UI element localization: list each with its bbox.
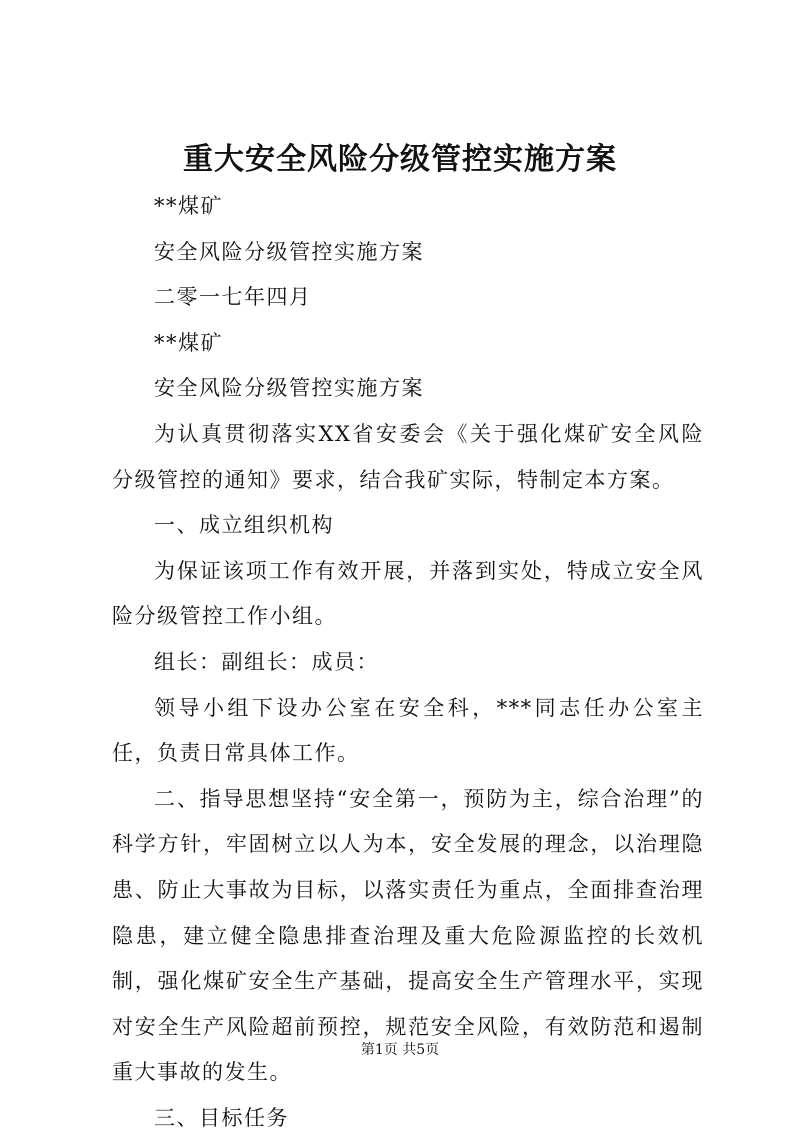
document-title: 重大安全风险分级管控实施方案 <box>183 142 617 177</box>
page-footer: 第1页 共5页 <box>360 1042 440 1058</box>
paragraph-mine-name-1: **煤矿 <box>154 194 223 218</box>
heading-section-1: 一、成立组织机构 <box>154 513 334 538</box>
paragraph-date: 二零一七年四月 <box>154 285 312 310</box>
paragraph-members: 组长：副组长：成员： <box>154 649 379 674</box>
paragraph-section-1: 为保证该项工作有效开展，并落到实处，特成立安全风险分级管控工作小组。 <box>112 558 704 629</box>
document-body <box>112 184 704 1141</box>
paragraph-plan-name-2: 安全风险分级管控实施方案 <box>154 376 424 401</box>
paragraph-mine-name-2: **煤矿 <box>154 330 223 355</box>
paragraph-office: 领导小组下设办公室在安全科，***同志任办公室主任，负责日常具体工作。 <box>112 695 704 766</box>
heading-section-3: 三、目标任务 <box>154 1105 289 1130</box>
paragraph-plan-name-1: 安全风险分级管控实施方案 <box>154 239 424 264</box>
paragraph-section-2: 二、指导思想坚持“安全第一，预防为主，综合治理”的科学方针，牢固树立以人为本，安全发展的理念，以治理隐患、防止大事故为目标，以落实责任为重点，全面排查治理隐患，建立健全隐患排查治理及重大危险源监控的长效机制，强化煤矿安全生产基础，提高安全生产管理水平，实现对安全生产风险超前预控，规范安全风险，有效防范和遏制重大事故的发生。 <box>112 786 704 1085</box>
paragraph-intro: 为认真贯彻落实XX省安委会《关于强化煤矿安全风险分级管控的通知》要求，结合我矿实际，特制定本方案。 <box>112 421 704 492</box>
